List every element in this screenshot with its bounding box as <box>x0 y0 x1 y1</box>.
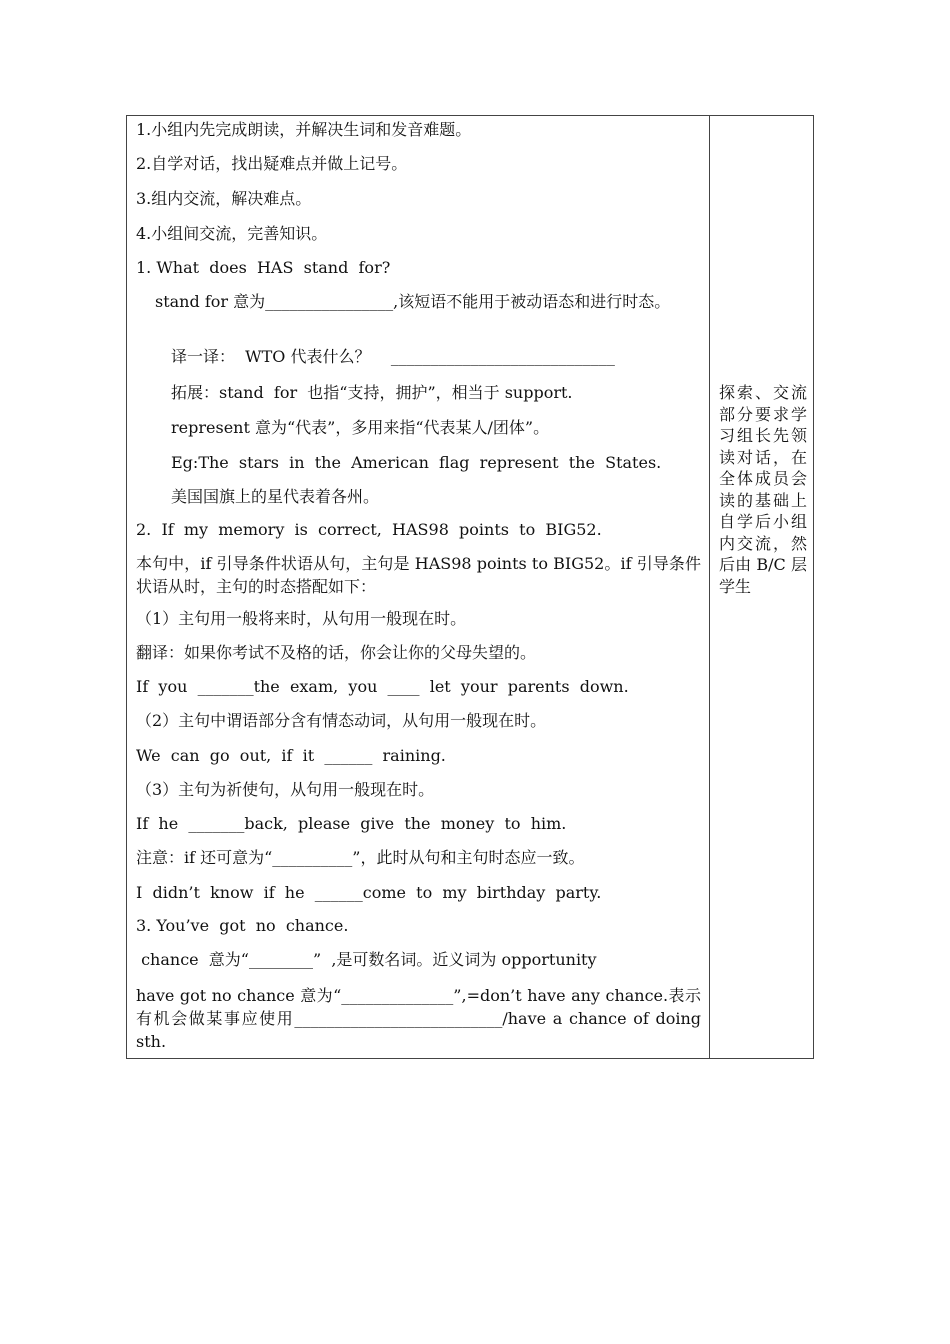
q2-rule-2-english: We can go out, if it ______ raining. <box>136 746 446 765</box>
q3-chance: chance 意为“________” ,是可数名词。近义词为 opportunity <box>136 950 597 969</box>
q2-rule-1-translate: 翻译：如果你考试不及格的话，你会让你的父母失望的。 <box>136 643 537 662</box>
q2-rule-3: （3）主句为祈使句，从句用一般现在时。 <box>136 780 435 799</box>
column-divider <box>709 116 710 1058</box>
q2-rule-1-english: If you _______the exam, you ____ let your parents down. <box>136 677 629 696</box>
step-4: 4.小组间交流，完善知识。 <box>136 224 328 243</box>
side-note: 探索、交流部分要求学习组长先领读对话，在全体成员会读的基础上自学后小组内交流，然后由 B/C 层学生 <box>719 383 807 596</box>
question-1: 1. What does HAS stand for? <box>136 258 391 277</box>
q2-attention: 注意：if 还可意为“__________”，此时从句和主句时态应一致。 <box>136 848 585 867</box>
q1-note: stand for 意为________________,该短语不能用于被动语态和进行时态。 <box>155 292 671 311</box>
q1-example-cn: 美国国旗上的星代表着各州。 <box>171 487 380 506</box>
q3-have-got: have got no chance 意为“______________”,=don’t have any chance.表示有机会做某事应使用__________________________/have a chance of doing sth. <box>136 986 701 1051</box>
q2-rule-3-english: If he _______back, please give the money to him. <box>136 814 567 833</box>
question-2: 2. If my memory is correct, HAS98 points to BIG52. <box>136 520 602 539</box>
step-2: 2.自学对话，找出疑难点并做上记号。 <box>136 154 408 173</box>
q1-extend: 拓展：stand for 也指“支持，拥护”，相当于 support. <box>171 383 573 402</box>
q2-rule-1: （1）主句用一般将来时，从句用一般现在时。 <box>136 609 467 628</box>
q2-attention-english: I didn’t know if he ______come to my birthday party. <box>136 883 602 902</box>
q2-note: 本句中，if 引导条件状语从句，主句是 HAS98 points to BIG52。if 引导条件状语从时，主句的时态搭配如下： <box>136 554 701 596</box>
worksheet-table <box>126 115 814 1059</box>
q2-rule-2: （2）主句中谓语部分含有情态动词，从句用一般现在时。 <box>136 711 547 730</box>
q1-translate: 译一译： WTO 代表什么？ ____________________________ <box>171 347 615 366</box>
question-3: 3. You’ve got no chance. <box>136 916 349 935</box>
q1-example: Eg:The stars in the American flag represent the States. <box>171 453 662 472</box>
q1-represent: represent 意为“代表”，多用来指“代表某人/团体”。 <box>171 418 550 437</box>
step-1: 1.小组内先完成朗读，并解决生词和发音难题。 <box>136 120 472 139</box>
step-3: 3.组内交流，解决难点。 <box>136 189 312 208</box>
